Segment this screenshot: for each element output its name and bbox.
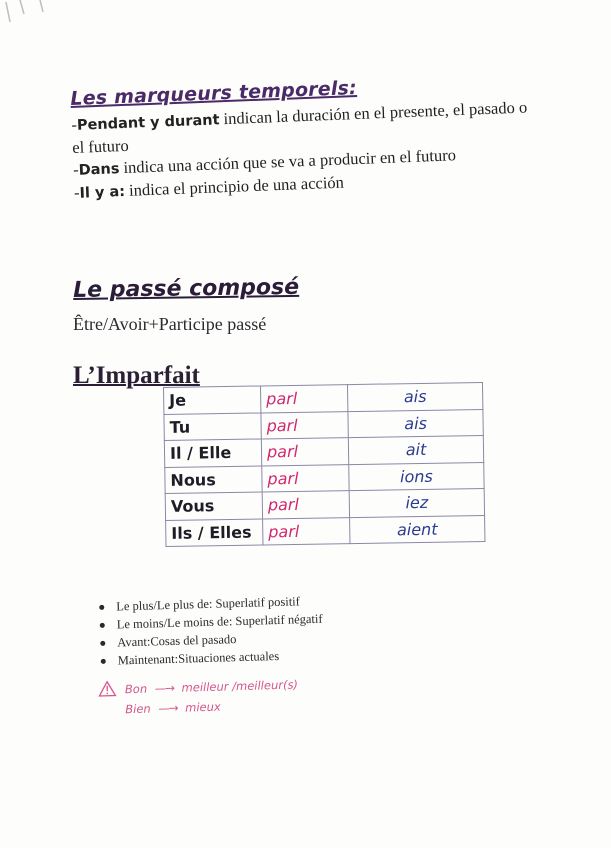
passe-compose-title: Le passé composé [73,274,300,303]
marqueurs-line-1-cont: el futuro [71,135,129,157]
line-text: indica el principio de una acción [124,172,345,200]
ending-cell: aient [350,515,485,544]
word-bien: Bien [125,701,151,717]
table-row [166,515,485,547]
stem-cell: parl [263,517,350,545]
word-meilleur: meilleur /meilleur(s) [181,677,299,695]
list-item: Le plus/Le plus de: Superlatif positif [97,592,322,616]
pronoun-cell: Tu [164,412,261,440]
keyword-il-y-a: Il y a: [79,183,126,202]
pronoun-cell: Il / Elle [164,439,261,467]
line-prefix: - [72,159,79,179]
ending-cell: ais [348,409,483,438]
word-mieux: mieux [184,699,221,715]
arrow-icon: —→ [154,680,175,696]
ending-cell: ait [348,435,483,464]
line-text: indican la duración en el presente, el pasado o [219,97,528,129]
marqueurs-section [70,69,574,205]
word-bon: Bon [124,681,148,697]
warning-triangle-icon [98,680,116,696]
keyword-pendant: Pendant y durant [76,112,220,134]
line-prefix: - [71,114,78,134]
marqueurs-title: Les marqueurs temporels: [70,76,358,110]
stem-cell: parl [260,385,347,413]
line-prefix: - [73,182,80,202]
handwritten-note [98,677,299,720]
ending-cell: ais [347,382,482,411]
arrow-icon: —→ [158,700,178,716]
stem-cell: parl [261,438,348,466]
pronoun-cell: Ils / Elles [166,518,263,546]
list-item: Avant:Cosas del pasado [98,628,323,652]
passe-compose-formula: Être/Avoir+Participe passé [73,314,267,334]
imparfait-conjugation-table [163,382,485,547]
ending-cell: iez [349,488,484,517]
list-item: Maintenant:Situaciones actuales [99,646,324,670]
stem-cell: parl [262,464,349,492]
handwritten-row-2 [98,694,298,720]
imparfait-title: L’Imparfait [73,362,200,389]
pronoun-cell: Vous [165,492,262,520]
notes-list [97,592,324,670]
line-text: indica una acción que se va a producir en el futuro [119,145,457,178]
pronoun-cell: Nous [165,465,262,493]
scan-corner-mark [0,0,70,40]
list-item: Le moins/Le moins de: Superlatif négatif [98,610,323,634]
ending-cell: ions [349,462,484,491]
stem-cell: parl [262,491,349,519]
stem-cell: parl [261,411,348,439]
keyword-dans: Dans [78,161,120,179]
pronoun-cell: Je [164,386,261,414]
